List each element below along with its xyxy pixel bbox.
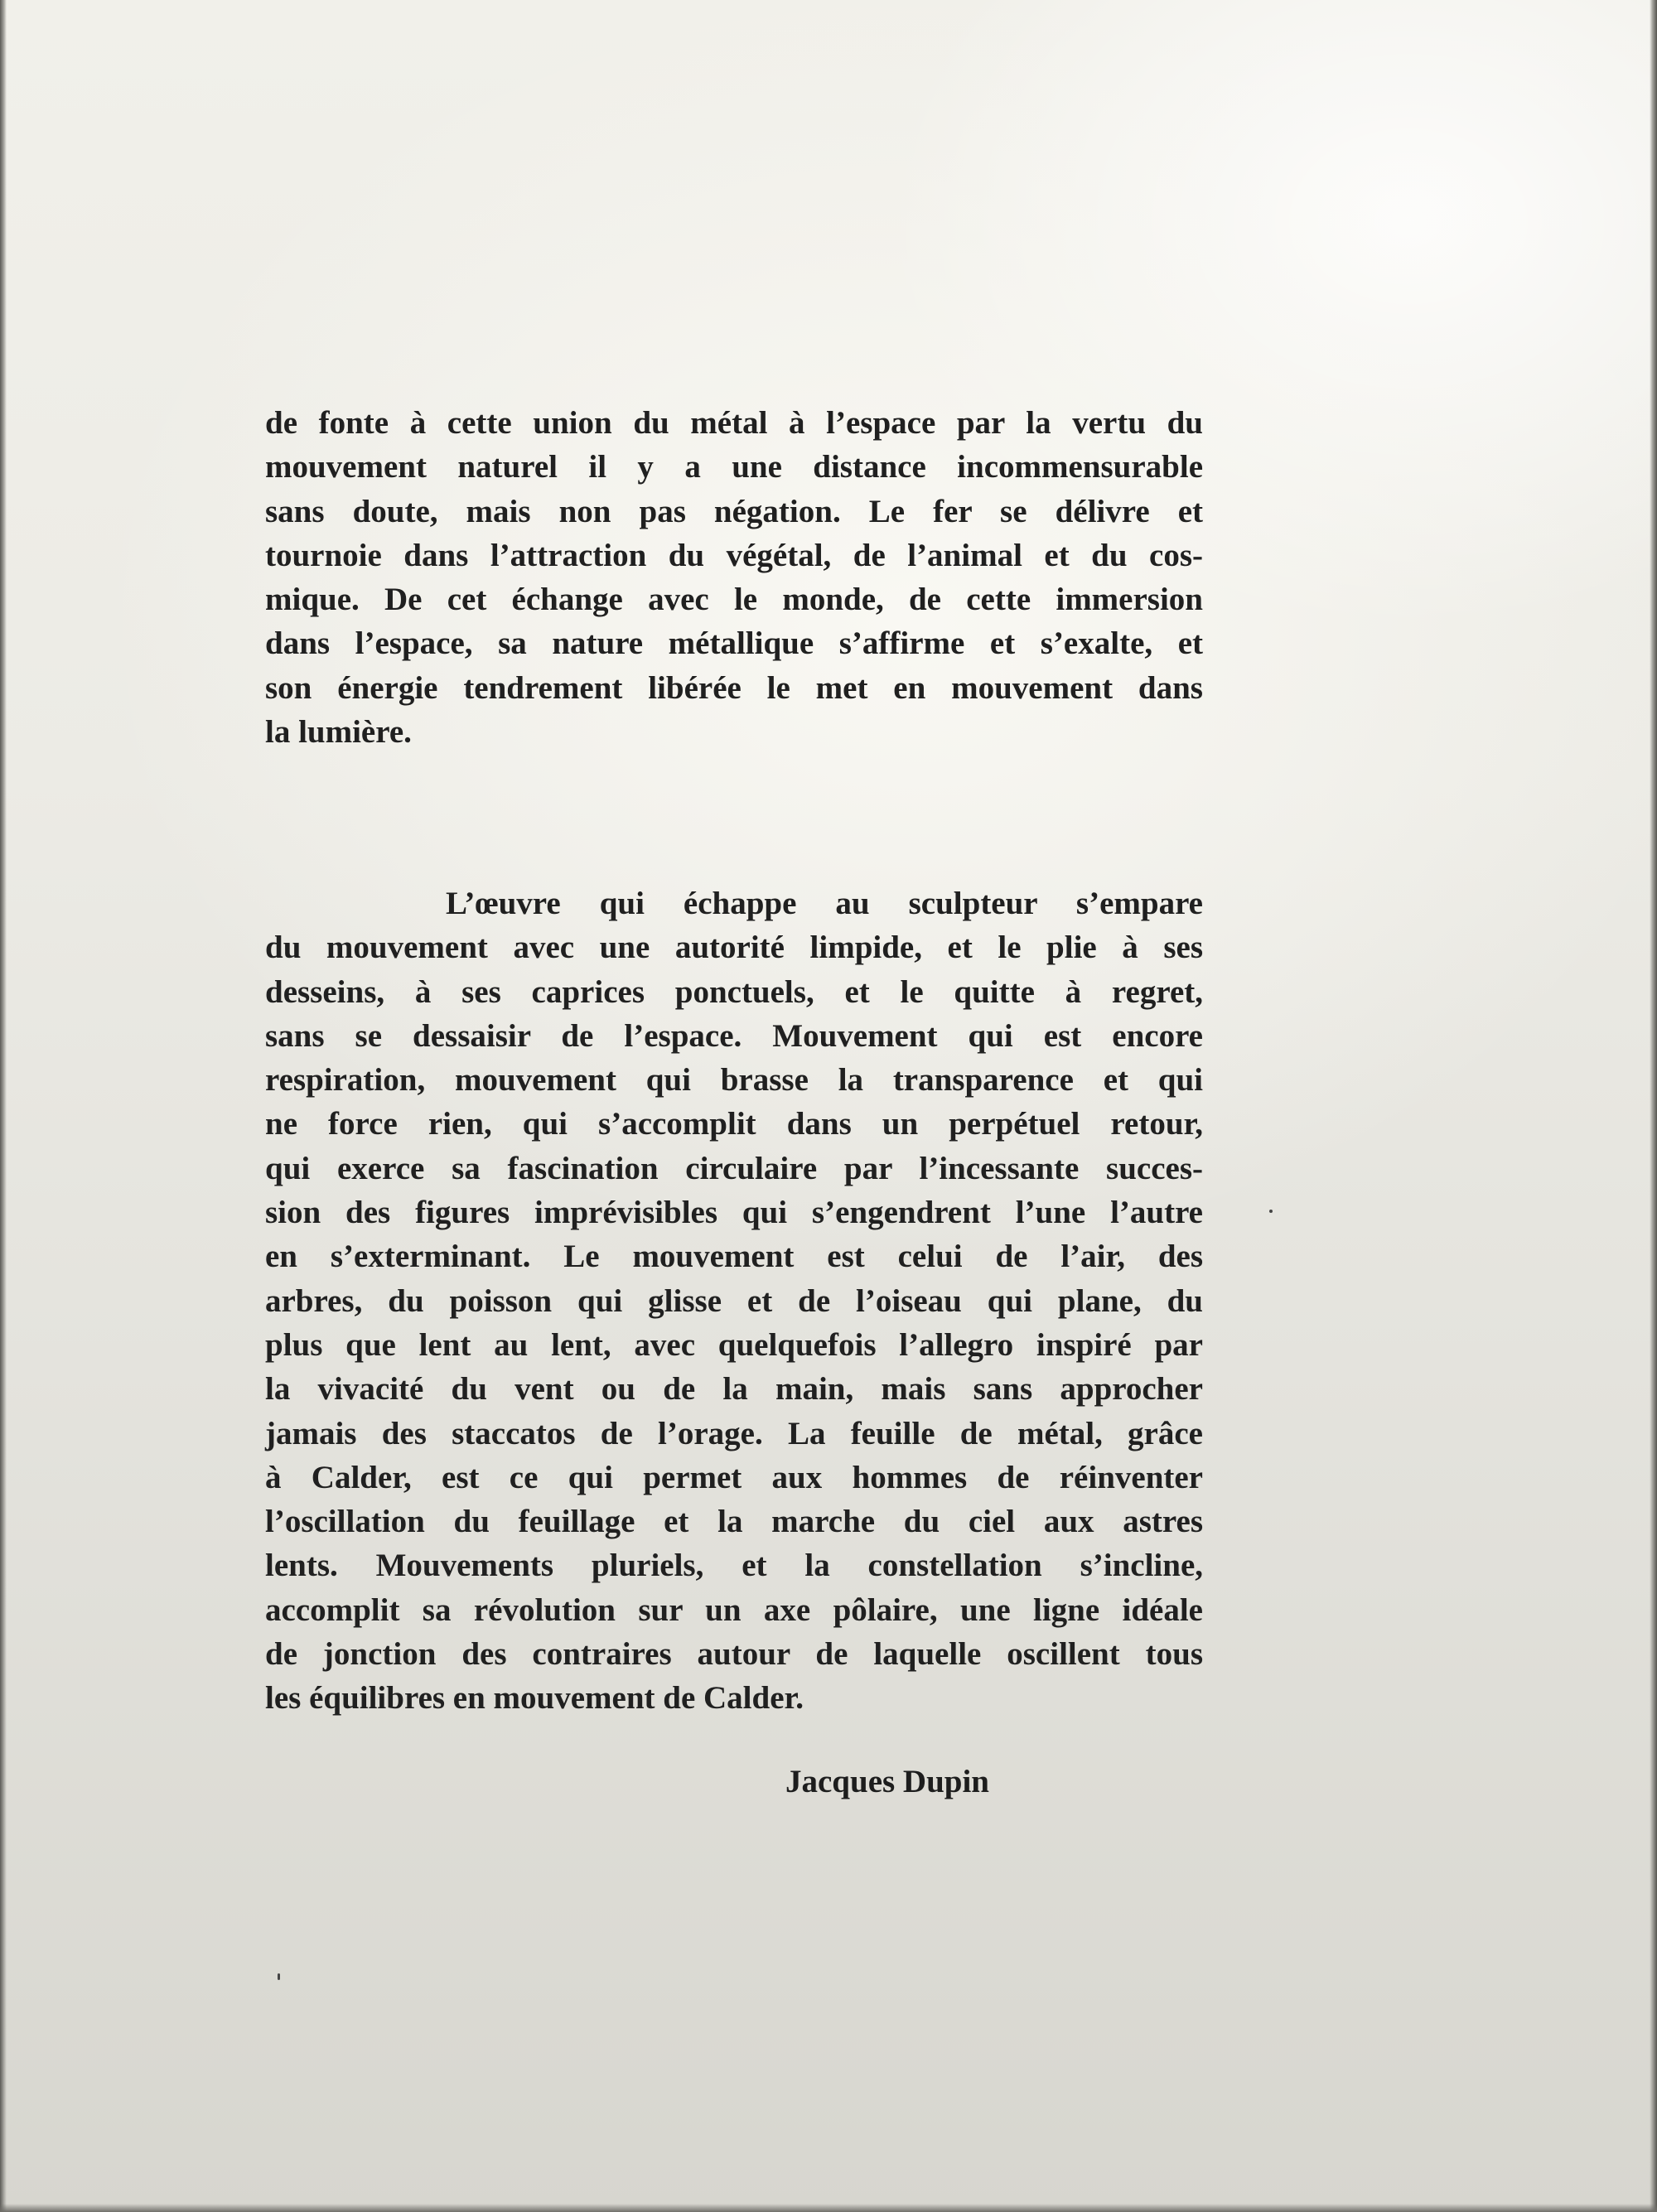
- text-line: en s’exterminant. Le mouvement est celui de l’air, des: [265, 1239, 1203, 1275]
- text-line: arbres, du poisson qui glisse et de l’oiseau qui plane, du: [265, 1282, 1203, 1319]
- paper-speck: [1269, 1210, 1273, 1213]
- text-line: mouvement naturel il y a une distance incommensurable: [265, 449, 1203, 485]
- text-line: qui exerce sa fascination circulaire par l’incessante succes-: [265, 1150, 1203, 1186]
- text-line: accomplit sa révolution sur un axe pôlaire, une ligne idéale: [265, 1591, 1203, 1628]
- text-line: sans doute, mais non pas négation. Le fer se délivre et: [265, 493, 1203, 529]
- text-line: jamais des staccatos de l’orage. La feuille de métal, grâce: [265, 1415, 1203, 1451]
- paper-speck: [278, 1973, 280, 1980]
- text-line: l’oscillation du feuillage et la marche du ciel aux astres: [265, 1504, 1203, 1540]
- author-signature: Jacques Dupin: [785, 1764, 989, 1799]
- page-left-edge: [0, 0, 7, 2212]
- text-line: la lumière.: [265, 714, 412, 751]
- text-line: respiration, mouvement qui brasse la transparence et qui: [265, 1062, 1203, 1099]
- text-line: ne force rien, qui s’accomplit dans un perpétuel retour,: [265, 1106, 1203, 1142]
- text-line: sans se dessaisir de l’espace. Mouvement qui est encore: [265, 1017, 1203, 1054]
- text-line: les équilibres en mouvement de Calder.: [265, 1680, 804, 1717]
- text-line: à Calder, est ce qui permet aux hommes de réinventer: [265, 1459, 1203, 1495]
- text-line: de fonte à cette union du métal à l’espace par la vertu du: [265, 405, 1203, 441]
- paragraph-2: [265, 881, 1203, 1721]
- text-line: tournoie dans l’attraction du végétal, de l’animal et du cos-: [265, 537, 1203, 573]
- text-line: du mouvement avec une autorité limpide, et le plie à ses: [265, 930, 1203, 966]
- text-line: dans l’espace, sa nature métallique s’affirme et s’exalte, et: [265, 625, 1203, 662]
- page-right-edge: [1650, 0, 1657, 2212]
- text-line: son énergie tendrement libérée le met en mouvement dans: [265, 669, 1203, 706]
- page-bottom-edge: [0, 2204, 1657, 2212]
- text-line: plus que lent au lent, avec quelquefois l’allegro inspiré par: [265, 1326, 1203, 1363]
- text-line: la vivacité du vent ou de la main, mais sans approcher: [265, 1371, 1203, 1408]
- text-line: desseins, à ses caprices ponctuels, et le quitte à regret,: [265, 973, 1203, 1010]
- paragraph-1: [265, 401, 1203, 754]
- text-line: de jonction des contraires autour de laquelle oscillent tous: [265, 1636, 1203, 1673]
- text-line-indented: L’œuvre qui échappe au sculpteur s’empare: [446, 886, 1203, 921]
- text-line: mique. De cet échange avec le monde, de cette immersion: [265, 582, 1203, 618]
- text-line: lents. Mouvements pluriels, et la constellation s’incline,: [265, 1548, 1203, 1584]
- text-line: sion des figures imprévisibles qui s’engendrent l’une l’autre: [265, 1195, 1203, 1231]
